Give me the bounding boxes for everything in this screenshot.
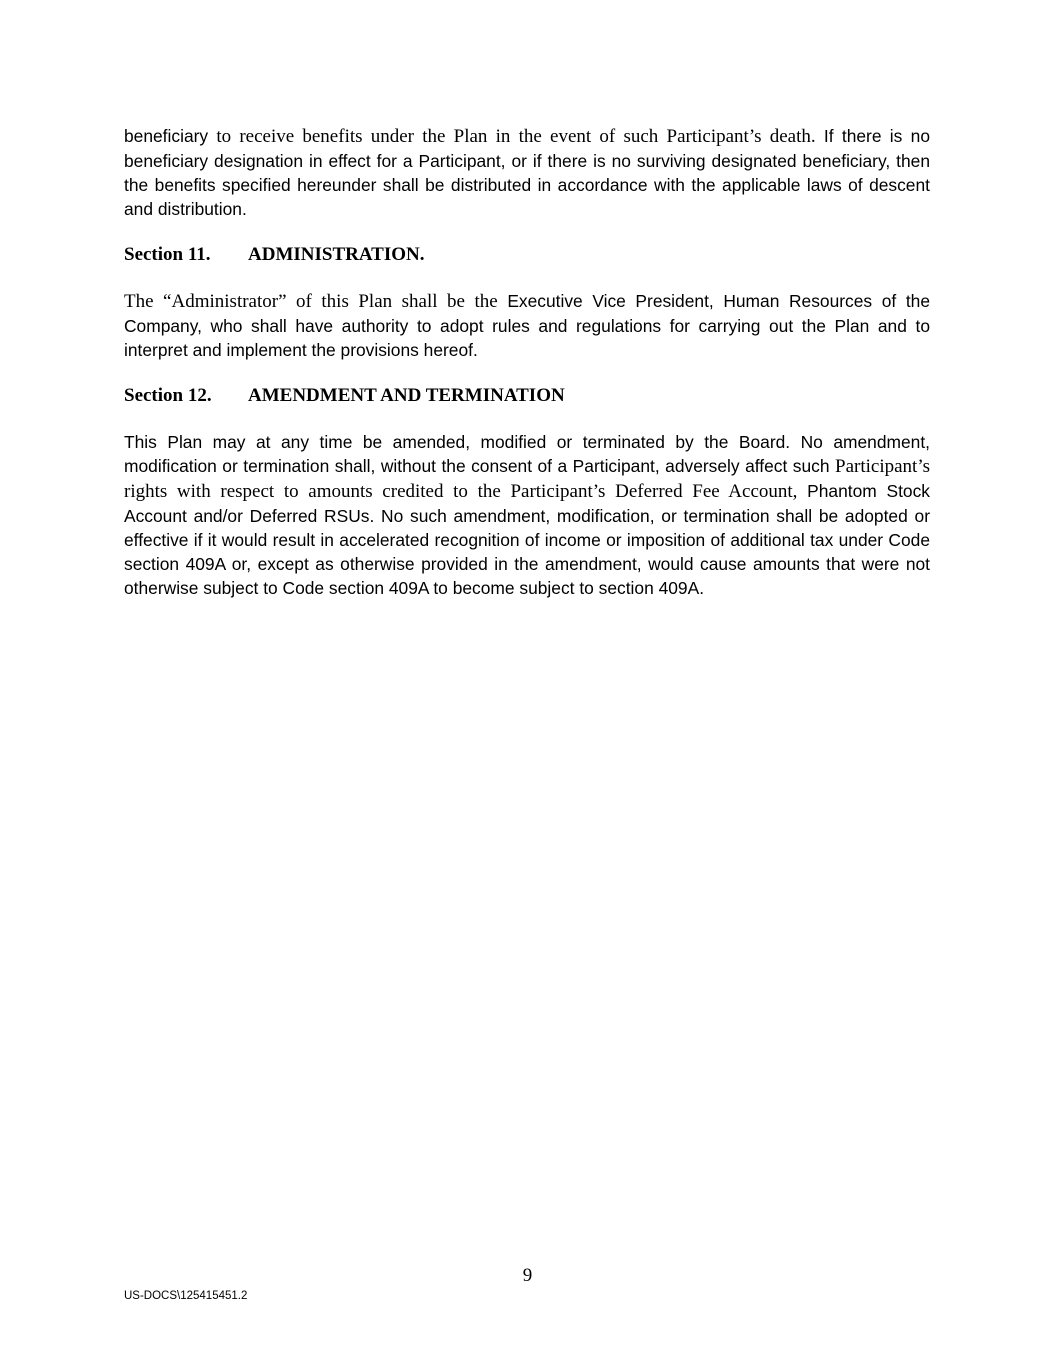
section-12-heading — [124, 384, 930, 408]
paragraph-beneficiary — [124, 124, 930, 221]
page-number: 9 — [522, 1265, 533, 1286]
paragraph-administration — [124, 289, 930, 362]
paragraph-administration-part-1: The “Administrator” of this Plan shall be the — [124, 291, 498, 312]
paragraph-amendment — [124, 430, 930, 600]
paragraph-beneficiary-part-1: beneficiary — [124, 126, 209, 146]
paragraph-amendment-part-2: Participant’s rights with respect to amounts credited to the Participant’s Deferred Fee Account, — [124, 456, 930, 502]
section-12-title: AMENDMENT AND TERMINATION — [248, 385, 565, 406]
section-11-heading — [124, 243, 930, 267]
section-11-number: Section 11. — [124, 244, 211, 265]
paragraph-amendment-part-1: This Plan may at any time be amended, modified or terminated by the Board. No amendment, modification or termination shall, without the consent of a Participant, adversely affect such — [124, 432, 930, 476]
paragraph-amendment-part-3: Phantom Stock Account and/or Deferred RSUs. No such amendment, modification, or termination shall be adopted or effective if it would result in accelerated recognition of income or imposition of additional tax under Code section 409A or, except as otherwise provided in the amendment, would cause amounts that were not otherwise subject to Code section 409A to become subject to section 409A. — [124, 481, 930, 598]
page-content — [124, 124, 930, 600]
section-12-number: Section 12. — [124, 385, 212, 406]
section-11-title: ADMINISTRATION. — [248, 244, 425, 265]
paragraph-administration-part-2: Executive Vice President, Human Resources of the Company, who shall have authority to adopt rules and regulations for carrying out the Plan and to interpret and implement the provisions hereof. — [124, 291, 930, 360]
paragraph-beneficiary-part-3: If there is no beneficiary designation in effect for a Participant, or if there is no surviving designated beneficiary, then the benefits specified hereunder shall be distributed in accordance with the applicable laws of descent and distribution. — [124, 126, 931, 219]
paragraph-beneficiary-part-2: to receive benefits under the Plan in the event of such Participant’s death. — [208, 126, 816, 147]
document-id: US-DOCS\125415451.2 — [124, 1290, 248, 1302]
